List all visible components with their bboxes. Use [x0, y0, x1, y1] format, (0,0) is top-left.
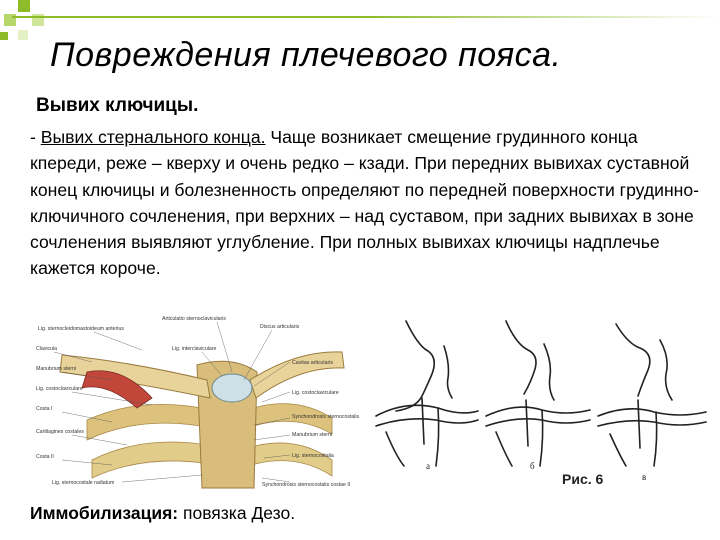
- label-lig-sternocostalia: Lig. sternocostalia: [292, 453, 334, 459]
- paragraph-dash: -: [30, 127, 41, 147]
- label-synchondrosis-sternocostalis: Synchondrosis sternocostalis: [292, 414, 360, 420]
- label-lig-sternocleidomastoideum: Lig. sternocleidomastoideum anterius: [38, 326, 124, 332]
- immobilization-line: [30, 503, 295, 524]
- label-cartilagines-costales: Cartilagines costales: [36, 429, 84, 435]
- label-articulatio-sternoclavicularis: Articulatio sternoclavicularis: [162, 316, 227, 322]
- slide-title: Повреждения плечевого пояса.: [50, 36, 562, 74]
- figure-number-label: Рис. 6: [562, 471, 604, 487]
- label-costa-ii: Costa II: [36, 454, 54, 460]
- label-lig-interclaviculare: Lig. interclaviculare: [172, 346, 217, 352]
- label-manubrium-sterni-right: Manubrium sterni: [292, 432, 333, 438]
- label-clavicula: Clavicula: [36, 346, 58, 352]
- sternoclavicular-joint-illustration: [32, 310, 372, 495]
- label-discus-articularis: Discus articularis: [260, 324, 300, 330]
- label-cavitas-articularis: Cavitas articularis: [292, 360, 333, 366]
- label-costa-i: Costa I: [36, 406, 53, 412]
- slide-subtitle: Вывих ключицы.: [36, 95, 199, 116]
- paragraph-heading-underlined: Вывих стернального конца.: [40, 127, 266, 147]
- label-manubrium-sterni-left: Manubrium sterni: [36, 366, 77, 372]
- caption-v: в: [642, 472, 647, 482]
- label-lig-costoclaviculare-left: Lig. costoclaviculare: [36, 386, 83, 392]
- caption-a: а: [426, 461, 430, 471]
- immobilization-label: Иммобилизация:: [30, 503, 179, 523]
- label-lig-costoclaviculare-right: Lig. costoclaviculare: [292, 390, 339, 396]
- label-synchondrosis-costae-ii: Synchondrosis sternocostalis costae II: [262, 482, 351, 488]
- title-rule: [12, 16, 720, 18]
- paragraph-text: Чаще возникает смещение грудинного конца кпереди, реже – кверху и очень редко – кзади. При передних вывихах суставной конец ключицы и болезненность определяют по передней поверхности грудинно-ключичного сочленения, при верхних – над суставом, при задних вывихах в зоне сочленения выявляют углубление. При полных вывихах ключицы надплечье кажется короче.: [30, 127, 700, 279]
- immobilization-text: повязка Дезо.: [178, 503, 296, 523]
- clavicle-dislocation-sketches: [366, 316, 712, 496]
- main-paragraph: [30, 124, 710, 282]
- label-lig-sternocostale-radiatum: Lig. sternocostale radiatum: [52, 480, 115, 486]
- caption-b: б: [530, 461, 535, 471]
